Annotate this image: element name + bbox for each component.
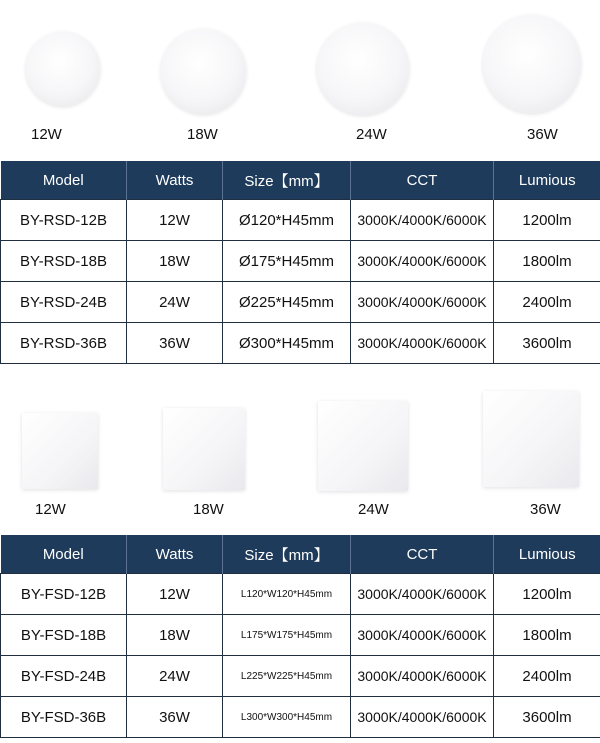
round-panel-12w-image	[26, 32, 100, 106]
cct-cell: 3000K/4000K/6000K	[351, 200, 494, 241]
table-row	[1, 697, 600, 738]
size-cell: Ø120*H45mm	[223, 200, 351, 241]
table-row	[1, 282, 600, 323]
square-panel-18w-image	[163, 408, 245, 490]
column-header-lumious: Lumious	[494, 535, 600, 574]
cct-cell: 3000K/4000K/6000K	[351, 282, 494, 323]
round-panel-24w-label: 24W	[356, 126, 387, 143]
model-cell: BY-RSD-12B	[1, 200, 127, 241]
model-cell: BY-FSD-24B	[1, 656, 127, 697]
column-header-watts: Watts	[127, 535, 223, 574]
round-panel-24w-image	[317, 23, 409, 115]
watts-cell: 24W	[127, 656, 223, 697]
column-header-watts: Watts	[127, 161, 223, 200]
size-cell: Ø300*H45mm	[223, 323, 351, 364]
round-panel-18w-label: 18W	[187, 126, 218, 143]
size-cell: L300*W300*H45mm	[223, 697, 351, 738]
square-panel-24w-label: 24W	[358, 501, 389, 518]
round-panel-18w-image	[161, 29, 246, 114]
watts-cell: 18W	[127, 241, 223, 282]
column-header-size: Size【mm】	[223, 161, 351, 200]
cct-cell: 3000K/4000K/6000K	[351, 697, 494, 738]
table-header-row	[1, 535, 600, 574]
lumen-cell: 1200lm	[494, 574, 600, 615]
square-panel-36w-label: 36W	[530, 501, 561, 518]
column-header-lumious: Lumious	[494, 161, 600, 200]
cct-cell: 3000K/4000K/6000K	[351, 241, 494, 282]
square-panel-spec-table	[0, 535, 600, 738]
table-row	[1, 615, 600, 656]
square-panel-12w-label: 12W	[35, 501, 66, 518]
model-cell: BY-FSD-18B	[1, 615, 127, 656]
square-panel-12w-image	[22, 413, 98, 489]
table-row	[1, 200, 600, 241]
watts-cell: 12W	[127, 200, 223, 241]
round-panel-36w-image	[483, 15, 581, 113]
cct-cell: 3000K/4000K/6000K	[351, 615, 494, 656]
table-row	[1, 241, 600, 282]
square-panel-24w-image	[318, 401, 408, 491]
size-cell: Ø225*H45mm	[223, 282, 351, 323]
lumen-cell: 1800lm	[494, 615, 600, 656]
table-row	[1, 323, 600, 364]
column-header-model: Model	[1, 161, 127, 200]
model-cell: BY-RSD-18B	[1, 241, 127, 282]
model-cell: BY-FSD-12B	[1, 574, 127, 615]
watts-cell: 36W	[127, 323, 223, 364]
cct-cell: 3000K/4000K/6000K	[351, 656, 494, 697]
model-cell: BY-RSD-24B	[1, 282, 127, 323]
column-header-cct: CCT	[351, 161, 494, 200]
watts-cell: 12W	[127, 574, 223, 615]
cct-cell: 3000K/4000K/6000K	[351, 574, 494, 615]
watts-cell: 18W	[127, 615, 223, 656]
lumen-cell: 3600lm	[494, 323, 600, 364]
size-cell: L225*W225*H45mm	[223, 656, 351, 697]
lumen-cell: 3600lm	[494, 697, 600, 738]
lumen-cell: 1800lm	[494, 241, 600, 282]
watts-cell: 24W	[127, 282, 223, 323]
round-panel-spec-table	[0, 161, 600, 364]
round-panel-12w-label: 12W	[31, 126, 62, 143]
lumen-cell: 1200lm	[494, 200, 600, 241]
table-row	[1, 656, 600, 697]
column-header-cct: CCT	[351, 535, 494, 574]
round-panel-36w-label: 36W	[527, 126, 558, 143]
size-cell: L175*W175*H45mm	[223, 615, 351, 656]
square-panel-36w-image	[483, 391, 579, 487]
table-row	[1, 574, 600, 615]
lumen-cell: 2400lm	[494, 282, 600, 323]
column-header-model: Model	[1, 535, 127, 574]
column-header-size: Size【mm】	[223, 535, 351, 574]
model-cell: BY-FSD-36B	[1, 697, 127, 738]
table-header-row	[1, 161, 600, 200]
size-cell: L120*W120*H45mm	[223, 574, 351, 615]
cct-cell: 3000K/4000K/6000K	[351, 323, 494, 364]
watts-cell: 36W	[127, 697, 223, 738]
lumen-cell: 2400lm	[494, 656, 600, 697]
size-cell: Ø175*H45mm	[223, 241, 351, 282]
square-panel-18w-label: 18W	[193, 501, 224, 518]
model-cell: BY-RSD-36B	[1, 323, 127, 364]
